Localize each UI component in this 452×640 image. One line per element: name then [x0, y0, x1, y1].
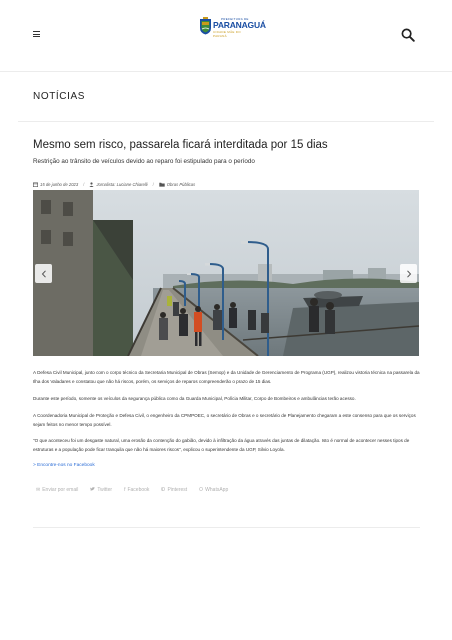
user-icon — [89, 182, 94, 187]
twitter-icon — [90, 487, 95, 493]
meta-separator: / — [83, 181, 85, 187]
article-subtitle: Restrição ao trânsito de veículos devido ao reparo foi estipulado para o período — [33, 158, 255, 165]
meta-date — [33, 182, 78, 187]
share-label: Twitter — [97, 487, 113, 493]
hamburger-menu-icon[interactable] — [33, 31, 40, 37]
section-title: NOTÍCIAS — [33, 91, 86, 102]
share-whatsapp-button[interactable] — [199, 487, 228, 493]
chevron-right-icon — [406, 270, 412, 278]
author-text: Jornalista: Luciane Chiarelli — [96, 181, 148, 187]
share-label: WhatsApp — [205, 487, 229, 493]
whatsapp-icon — [199, 487, 203, 493]
footer-divider — [33, 527, 420, 528]
share-twitter-button[interactable] — [90, 487, 112, 493]
pinterest-icon — [161, 487, 165, 493]
meta-category[interactable] — [159, 182, 195, 187]
share-label: Facebook — [127, 487, 150, 493]
folder-icon — [159, 182, 165, 187]
share-pinterest-button[interactable] — [161, 487, 187, 493]
site-logo[interactable] — [199, 17, 266, 38]
logo-name: PARANAGUÁ — [213, 20, 266, 30]
calendar-icon — [33, 182, 38, 187]
meta-author — [89, 182, 147, 187]
share-facebook-button[interactable] — [124, 487, 149, 493]
article-meta — [33, 180, 195, 188]
article-paragraph: Durante este período, somente os veículos da segurança pública como da Guarda Municipal, Polícia Militar, Corpo de Bombeiros e ambulâncias terão acesso. — [33, 396, 356, 401]
share-label: Pinterest — [167, 487, 188, 493]
article-title: Mesmo sem risco, passarela ficará interditada por 15 dias — [33, 139, 328, 151]
facebook-follow-link[interactable]: > Encontre-nos no Facebook — [33, 463, 95, 468]
share-label: Enviar por email — [42, 487, 79, 493]
search-icon[interactable] — [401, 28, 415, 42]
article-paragraph: A Defesa Civil Municipal, junto com o corpo técnico da Secretaria Municipal de Obras (Semop) e da Unidade de Gerenciamento de Programa (UGP), realizou vistoria técnica na passarela da Ilha dos Valadares e constatou que não há riscos, porém, os serviços de reparos compreenderão o prazo de 15 dias. — [33, 370, 420, 384]
slider-next-button[interactable] — [400, 264, 417, 283]
email-icon: ✉ — [36, 487, 41, 493]
meta-separator: / — [152, 181, 154, 187]
chevron-left-icon — [41, 270, 47, 278]
bridge-photo — [33, 190, 419, 356]
section-divider — [18, 121, 434, 122]
article-photo-slider[interactable] — [33, 190, 419, 356]
logo-tagline: CIDADE MÃE DO PARANÁ — [213, 30, 241, 38]
logo-prefix: PREFEITURA DE — [221, 17, 249, 21]
article-paragraph: "O que aconteceu foi um desgaste natural, uma erosão da contenção do gabião, devido à infiltração da água através das juntas de dilatação. Isto é normal de acontecer nesses tipos de estruturas e a população pode ficar tranquila que não há maiores riscos", explicou o superintendente da UGP, Silvio Loyola. — [33, 438, 410, 452]
city-crest-icon — [199, 17, 212, 35]
share-email-button[interactable] — [36, 487, 78, 493]
facebook-icon: f — [124, 487, 126, 493]
slider-prev-button[interactable] — [35, 264, 52, 283]
share-bar — [36, 487, 240, 493]
category-link[interactable]: Obras Públicas — [166, 181, 196, 187]
date-text: 15 de junho de 2023 — [40, 181, 79, 187]
article-paragraph: A Coordenadoria Municipal de Proteção e Defesa Civil, o engenheiro da CPMPOEC, o secretário de Obras e o secretário de Planejamento chegaram a este consenso para que os serviços sejam feitos no menor tempo possível. — [33, 413, 416, 427]
site-header — [0, 0, 452, 72]
